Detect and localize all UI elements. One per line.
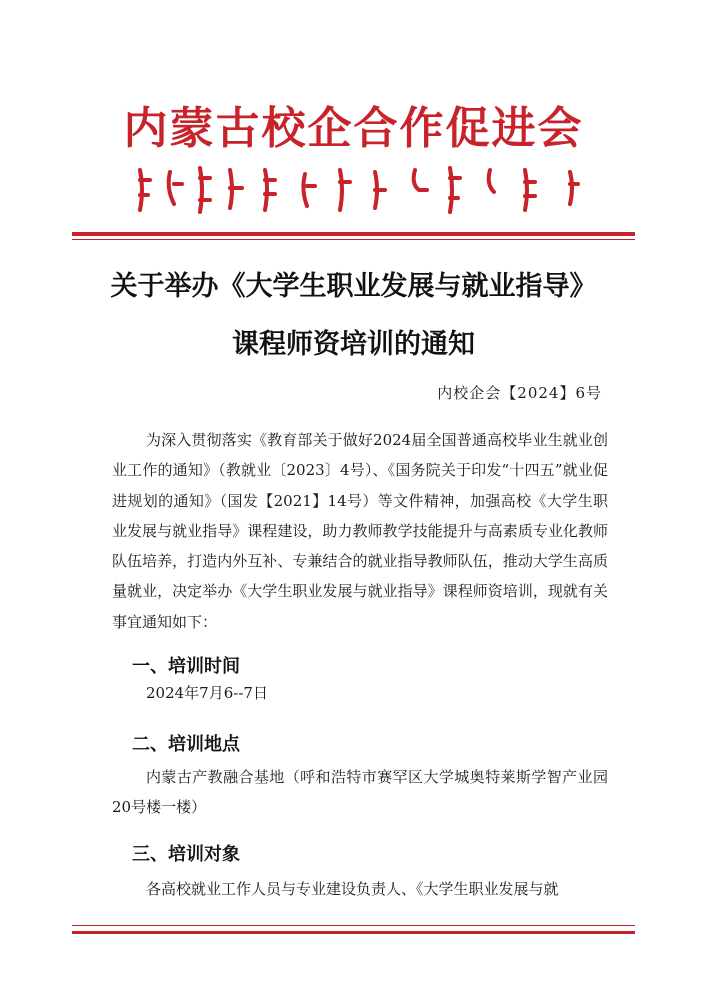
footer-rule-thick — [72, 931, 635, 934]
section-content-audience: 各高校就业工作人员与专业建设负责人、《大学生职业发展与就 — [146, 880, 559, 898]
section-content-time: 2024年7月6--7日 — [146, 684, 268, 702]
section-heading-time: 一、培训时间 — [132, 656, 240, 677]
mongolian-script-emblem — [130, 160, 590, 220]
letterhead-rule-thick — [72, 232, 635, 236]
letterhead-org-name: 内蒙古校企合作促进会 — [123, 103, 584, 154]
document-title-line1: 关于举办《大学生职业发展与就业指导》 — [110, 271, 597, 302]
document-title-line2: 课程师资培训的通知 — [232, 329, 475, 360]
section-content-location: 内蒙古产教融合基地（呼和浩特市赛罕区大学城奥特莱斯学智产业园20号楼一楼） — [112, 768, 608, 817]
section-heading-audience: 三、培训对象 — [132, 844, 240, 865]
document-number: 内校企会【2024】6号 — [437, 384, 602, 402]
letterhead-rule-thin — [72, 239, 635, 240]
intro-paragraph: 为深入贯彻落实《教育部关于做好2024届全国普通高校毕业生就业创业工作的通知》（教就业〔2023〕4号）、《国务院关于印发“十四五”就业促进规划的通知》（国发【2021】14号）等文件精神，加强高校《大学生职业发展与就业指导》课程建设，助力教师教学技能提升与高素质专业化教师队伍培养，打造内外互补、专兼结合的就业指导教师队伍，推动大学生高质量就业，决定举办《大学生职业发展与就业指导》课程师资培训，现就有关事宜通知如下： — [112, 431, 608, 631]
section-heading-location: 二、培训地点 — [132, 734, 240, 755]
footer-rule-thin — [72, 925, 635, 926]
